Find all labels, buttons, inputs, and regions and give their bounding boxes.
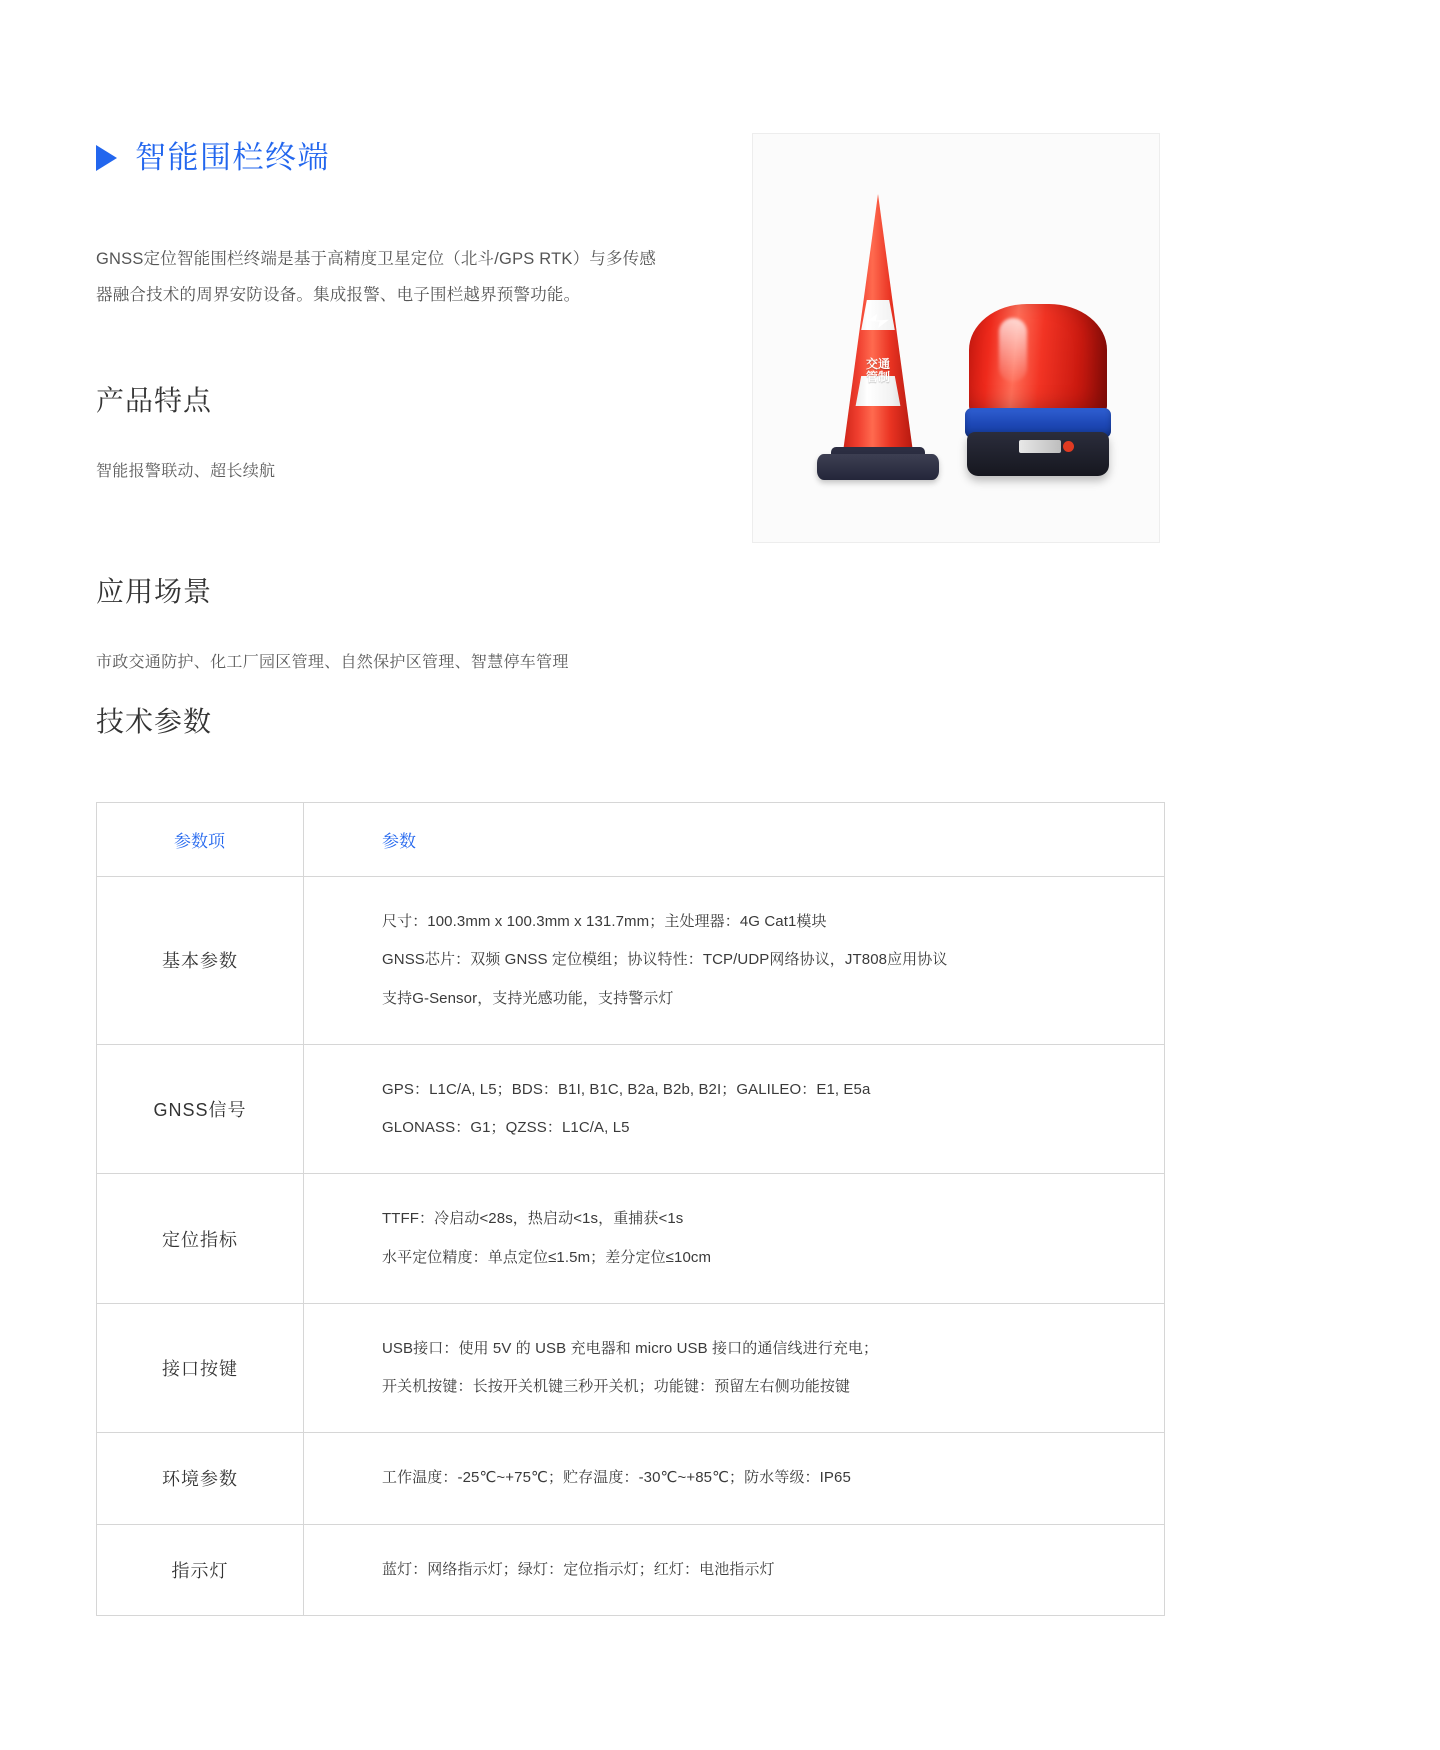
spec-heading: 技术参数 bbox=[96, 706, 213, 737]
spec-table bbox=[96, 802, 1165, 1616]
spec-line: 开关机按键：长按开关机键三秒开关机；功能键：预留左右侧功能按键 bbox=[382, 1378, 851, 1395]
spec-row-label: GNSS信号 bbox=[97, 1044, 304, 1174]
spec-row-value bbox=[304, 1303, 1165, 1433]
spec-line: 尺寸：100.3mm x 100.3mm x 131.7mm；主处理器：4G Cat1模块 bbox=[382, 913, 827, 930]
play-triangle-icon bbox=[96, 145, 117, 171]
beacon-indicator-dot bbox=[1063, 441, 1074, 452]
spec-row-value bbox=[304, 1044, 1165, 1174]
spec-line: 支持G-Sensor，支持光感功能，支持警示灯 bbox=[382, 989, 674, 1007]
application-scenarios-block bbox=[96, 570, 1344, 678]
spec-table-header-row bbox=[97, 803, 1165, 877]
spec-line: 水平定位精度：单点定位≤1.5m；差分定位≤10cm bbox=[382, 1248, 712, 1266]
technical-spec-section bbox=[96, 700, 1164, 1616]
table-row bbox=[97, 877, 1165, 1045]
spec-row-label: 环境参数 bbox=[97, 1433, 304, 1524]
spec-table-body bbox=[97, 877, 1165, 1616]
table-row bbox=[97, 1174, 1165, 1304]
spec-line: 工作温度：-25℃~+75℃；贮存温度：-30℃~+85℃；防水等级：IP65 bbox=[382, 1469, 851, 1487]
beacon-dome-highlight bbox=[999, 318, 1027, 382]
spec-row-label: 接口按键 bbox=[97, 1303, 304, 1433]
beacon-base-body bbox=[967, 432, 1109, 476]
product-intro-section bbox=[0, 0, 1440, 678]
spec-row-label: 基本参数 bbox=[97, 877, 304, 1045]
cone-label: 交通管制 bbox=[865, 357, 890, 385]
alarm-beacon-device bbox=[963, 304, 1113, 480]
product-description: GNSS定位智能围栏终端是基于高精度卫星定位（北斗/GPS RTK）与多传感器融合技术的周界安防设备。集成报警、电子围栏越界预警功能。 bbox=[96, 249, 657, 305]
spec-row-value bbox=[304, 1433, 1165, 1524]
spec-column-header-value: 参数 bbox=[304, 803, 1165, 877]
spec-line: 蓝灯：网络指示灯；绿灯：定位指示灯；红灯：电池指示灯 bbox=[382, 1560, 775, 1578]
spec-row-value bbox=[304, 1524, 1165, 1615]
spec-line: TTFF：冷启动<28s，热启动<1s，重捕获<1s bbox=[382, 1210, 684, 1228]
traffic-cone-icon bbox=[815, 190, 941, 480]
spec-row-value bbox=[304, 1174, 1165, 1304]
spec-line: USB接口：使用 5V 的 USB 充电器和 micro USB 接口的通信线进行充电； bbox=[382, 1339, 879, 1357]
scenarios-heading: 应用场景 bbox=[96, 575, 213, 607]
cone-base bbox=[817, 454, 939, 480]
features-heading: 产品特点 bbox=[96, 385, 213, 417]
cone-reflective-band-upper bbox=[843, 300, 913, 330]
product-image-stage bbox=[753, 134, 1159, 542]
scenarios-text: 市政交通防护、化工厂园区管理、自然保护区管理、智慧停车管理 bbox=[96, 653, 569, 671]
features-text: 智能报警联动、超长续航 bbox=[96, 463, 276, 481]
spec-line: GPS：L1C/A, L5；BDS：B1I, B1C, B2a, B2b, B2I；GALILEO：E1, E5a bbox=[382, 1080, 871, 1098]
table-row bbox=[97, 1524, 1165, 1615]
table-row bbox=[97, 1044, 1165, 1174]
spec-column-header-item: 参数项 bbox=[97, 803, 304, 877]
spec-line: GNSS芯片：双频 GNSS 定位模组；协议特性：TCP/UDP网络协议，JT808应用协议 bbox=[382, 951, 948, 969]
spec-row-label: 定位指标 bbox=[97, 1174, 304, 1304]
table-row bbox=[97, 1303, 1165, 1433]
table-row bbox=[97, 1433, 1165, 1524]
page-title: 智能围栏终端 bbox=[135, 139, 330, 175]
spec-row-value bbox=[304, 877, 1165, 1045]
spec-line: GLONASS：G1；QZSS：L1C/A, L5 bbox=[382, 1119, 630, 1136]
product-image bbox=[752, 133, 1160, 543]
spec-row-label: 指示灯 bbox=[97, 1524, 304, 1615]
beacon-nameplate bbox=[1019, 440, 1061, 453]
beacon-red-dome bbox=[969, 304, 1107, 416]
